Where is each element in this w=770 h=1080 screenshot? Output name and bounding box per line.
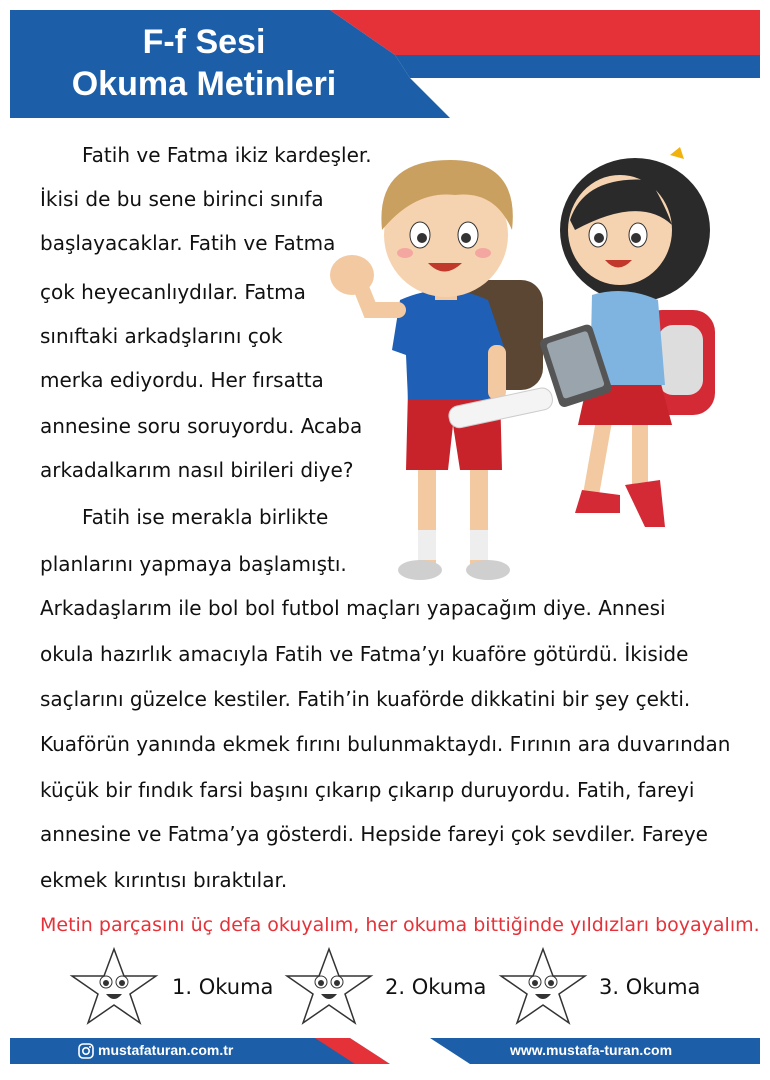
story-line: İkisi de bu sene birinci sınıfa [40, 187, 324, 211]
children-illustration [320, 135, 720, 590]
boy-figure [330, 160, 554, 580]
story-line: ekmek kırıntısı bıraktılar. [40, 868, 288, 892]
reading-label-1: 1. Okuma [172, 975, 274, 999]
instagram-icon [78, 1043, 94, 1059]
star-icon-2[interactable] [283, 946, 375, 1026]
page-title-line2: Okuma Metinleri [71, 65, 337, 103]
story-line: saçlarını güzelce kestiler. Fatih’in kuaförde dikkatini bir şey çekti. [40, 687, 691, 711]
story-line: Fatih ise merakla birlikte [82, 505, 329, 529]
girl-figure [539, 147, 715, 527]
footer-instagram-link[interactable]: mustafaturan.com.tr [98, 1042, 234, 1058]
footer-website-link[interactable]: www.mustafa-turan.com [510, 1042, 673, 1058]
story-line: çok heyecanlıydılar. Fatma [40, 280, 306, 304]
story-line: annesine soru soruyordu. Acaba [40, 414, 363, 438]
instruction-text: Metin parçasını üç defa okuyalım, her okuma bittiğinde yıldızları boyayalım. [40, 914, 760, 936]
reading-label-3: 3. Okuma [599, 975, 701, 999]
star-icon-3[interactable] [497, 946, 589, 1026]
page-title-line1: F-f Sesi [142, 23, 266, 61]
story-line: annesine ve Fatma’ya gösterdi. Hepside fareyi çok sevdiler. Fareye [40, 822, 708, 846]
story-line: Kuaförün yanında ekmek fırını bulunmaktaydı. Fırının ara duvarından [40, 732, 731, 756]
star-icon-1[interactable] [68, 946, 160, 1026]
story-line: küçük bir fındık farsi başını çıkarıp çıkarıp duruyordu. Fatih, fareyi [40, 778, 695, 802]
reading-label-2: 2. Okuma [385, 975, 487, 999]
story-line: başlayacaklar. Fatih ve Fatma [40, 231, 336, 255]
story-line: Arkadaşlarım ile bol bol futbol maçları yapacağım diye. Annesi [40, 596, 666, 620]
story-line: sınıftaki arkadşlarını çok [40, 324, 283, 348]
story-line: planlarını yapmaya başlamıştı. [40, 552, 347, 576]
story-line: merka ediyordu. Her fırsatta [40, 368, 324, 392]
story-line: arkadalkarım nasıl birileri diye? [40, 458, 354, 482]
story-line: Fatih ve Fatma ikiz kardeşler. [82, 143, 372, 167]
story-line: okula hazırlık amacıyla Fatih ve Fatma’yı kuaföre götürdü. İkiside [40, 642, 689, 666]
